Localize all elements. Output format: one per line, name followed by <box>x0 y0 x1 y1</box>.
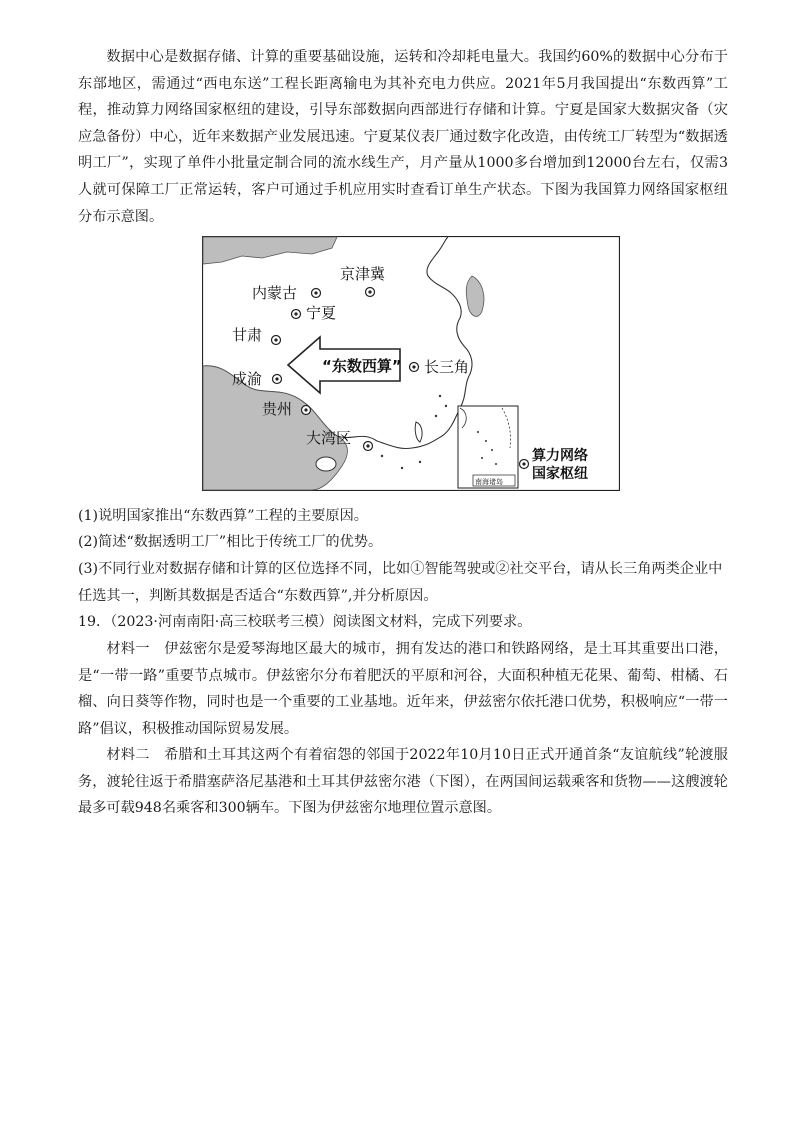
question-3: (3)不同行业对数据存储和计算的区位选择不同，比如①智能驾驶或②社交平台，请从长三角两类企业中任选其一，判断其数据是否适合“东数西算”,并分析原因。 <box>78 561 723 604</box>
svg-text:算力网络: 算力网络 <box>532 448 588 464</box>
svg-text:宁夏: 宁夏 <box>306 304 337 322</box>
svg-text:大湾区: 大湾区 <box>306 429 352 447</box>
intro-paragraph: 数据中心是数据存储、计算的重要基础设施，运转和冷却耗电量大。我国约60%的数据中心分布于东部地区，需通过“西电东送”工程长距离输电为其补充电力供应。2021年5月我国提出“东数西算”工程，推动算力网络国家枢纽的建设，引导东部数据向西部进行存储和计算。宁夏是国家大数据灾备（灾应急备份）中心，近年来数据产业发展迅速。宁夏某仪表厂通过数字化改造，由传统工厂转型为“数据透明工厂”，实现了单件小批量定制合同的流水线生产，月产量从1000多台增加到12000台左右，仅需3人就可保障工厂正常运转，客户可通过手机应用实时查看订单生产状态。下图为我国算力网络国家枢纽分布示意图。 <box>78 49 728 225</box>
svg-text:“东数西算”: “东数西算” <box>322 357 402 375</box>
south-china-sea-inset <box>458 406 518 488</box>
computing-hub-map <box>202 236 620 491</box>
svg-text:成渝: 成渝 <box>232 370 263 388</box>
svg-text:贵州: 贵州 <box>262 400 293 418</box>
svg-text:长三角: 长三角 <box>424 358 470 376</box>
material-2: 材料二 希腊和土耳其这两个有着宿怨的邻国于2022年10月10日正式开通首条“友谊航线”轮渡服务，渡轮往返于希腊塞萨洛尼基港和土耳其伊兹密尔港（下图），在两国间运载乘客和货物——这艘渡轮最多可载948名乘客和300辆车。下图为伊兹密尔地理位置示意图。 <box>78 747 728 817</box>
question-1: (1)说明国家推出“东数西算”工程的主要原因。 <box>78 508 368 524</box>
svg-text:京津冀: 京津冀 <box>340 265 386 283</box>
svg-text:内蒙古: 内蒙古 <box>252 284 298 302</box>
svg-text:甘肃: 甘肃 <box>232 326 263 344</box>
inset-label: 南海诸岛 <box>475 478 503 486</box>
svg-text:国家枢纽: 国家枢纽 <box>532 466 588 482</box>
material-1: 材料一 伊兹密尔是爱琴海地区最大的城市，拥有发达的港口和铁路网络，是土耳其重要出口港，是“一带一路”重要节点城市。伊兹密尔分布着肥沃的平原和河谷，大面积种植无花果、葡萄、柑橘、石榴、向日葵等作物，同时也是一个重要的工业基地。近年来，伊兹密尔依托港口优势，积极响应“一带一路”倡议，积极推动国际贸易发展。 <box>78 641 728 737</box>
question-2: (2)简述“数据透明工厂”相比于传统工厂的优势。 <box>78 534 383 550</box>
question-19-header: 19．（2023·河南南阳·高三校联考三模）阅读图文材料，完成下列要求。 <box>78 614 532 630</box>
